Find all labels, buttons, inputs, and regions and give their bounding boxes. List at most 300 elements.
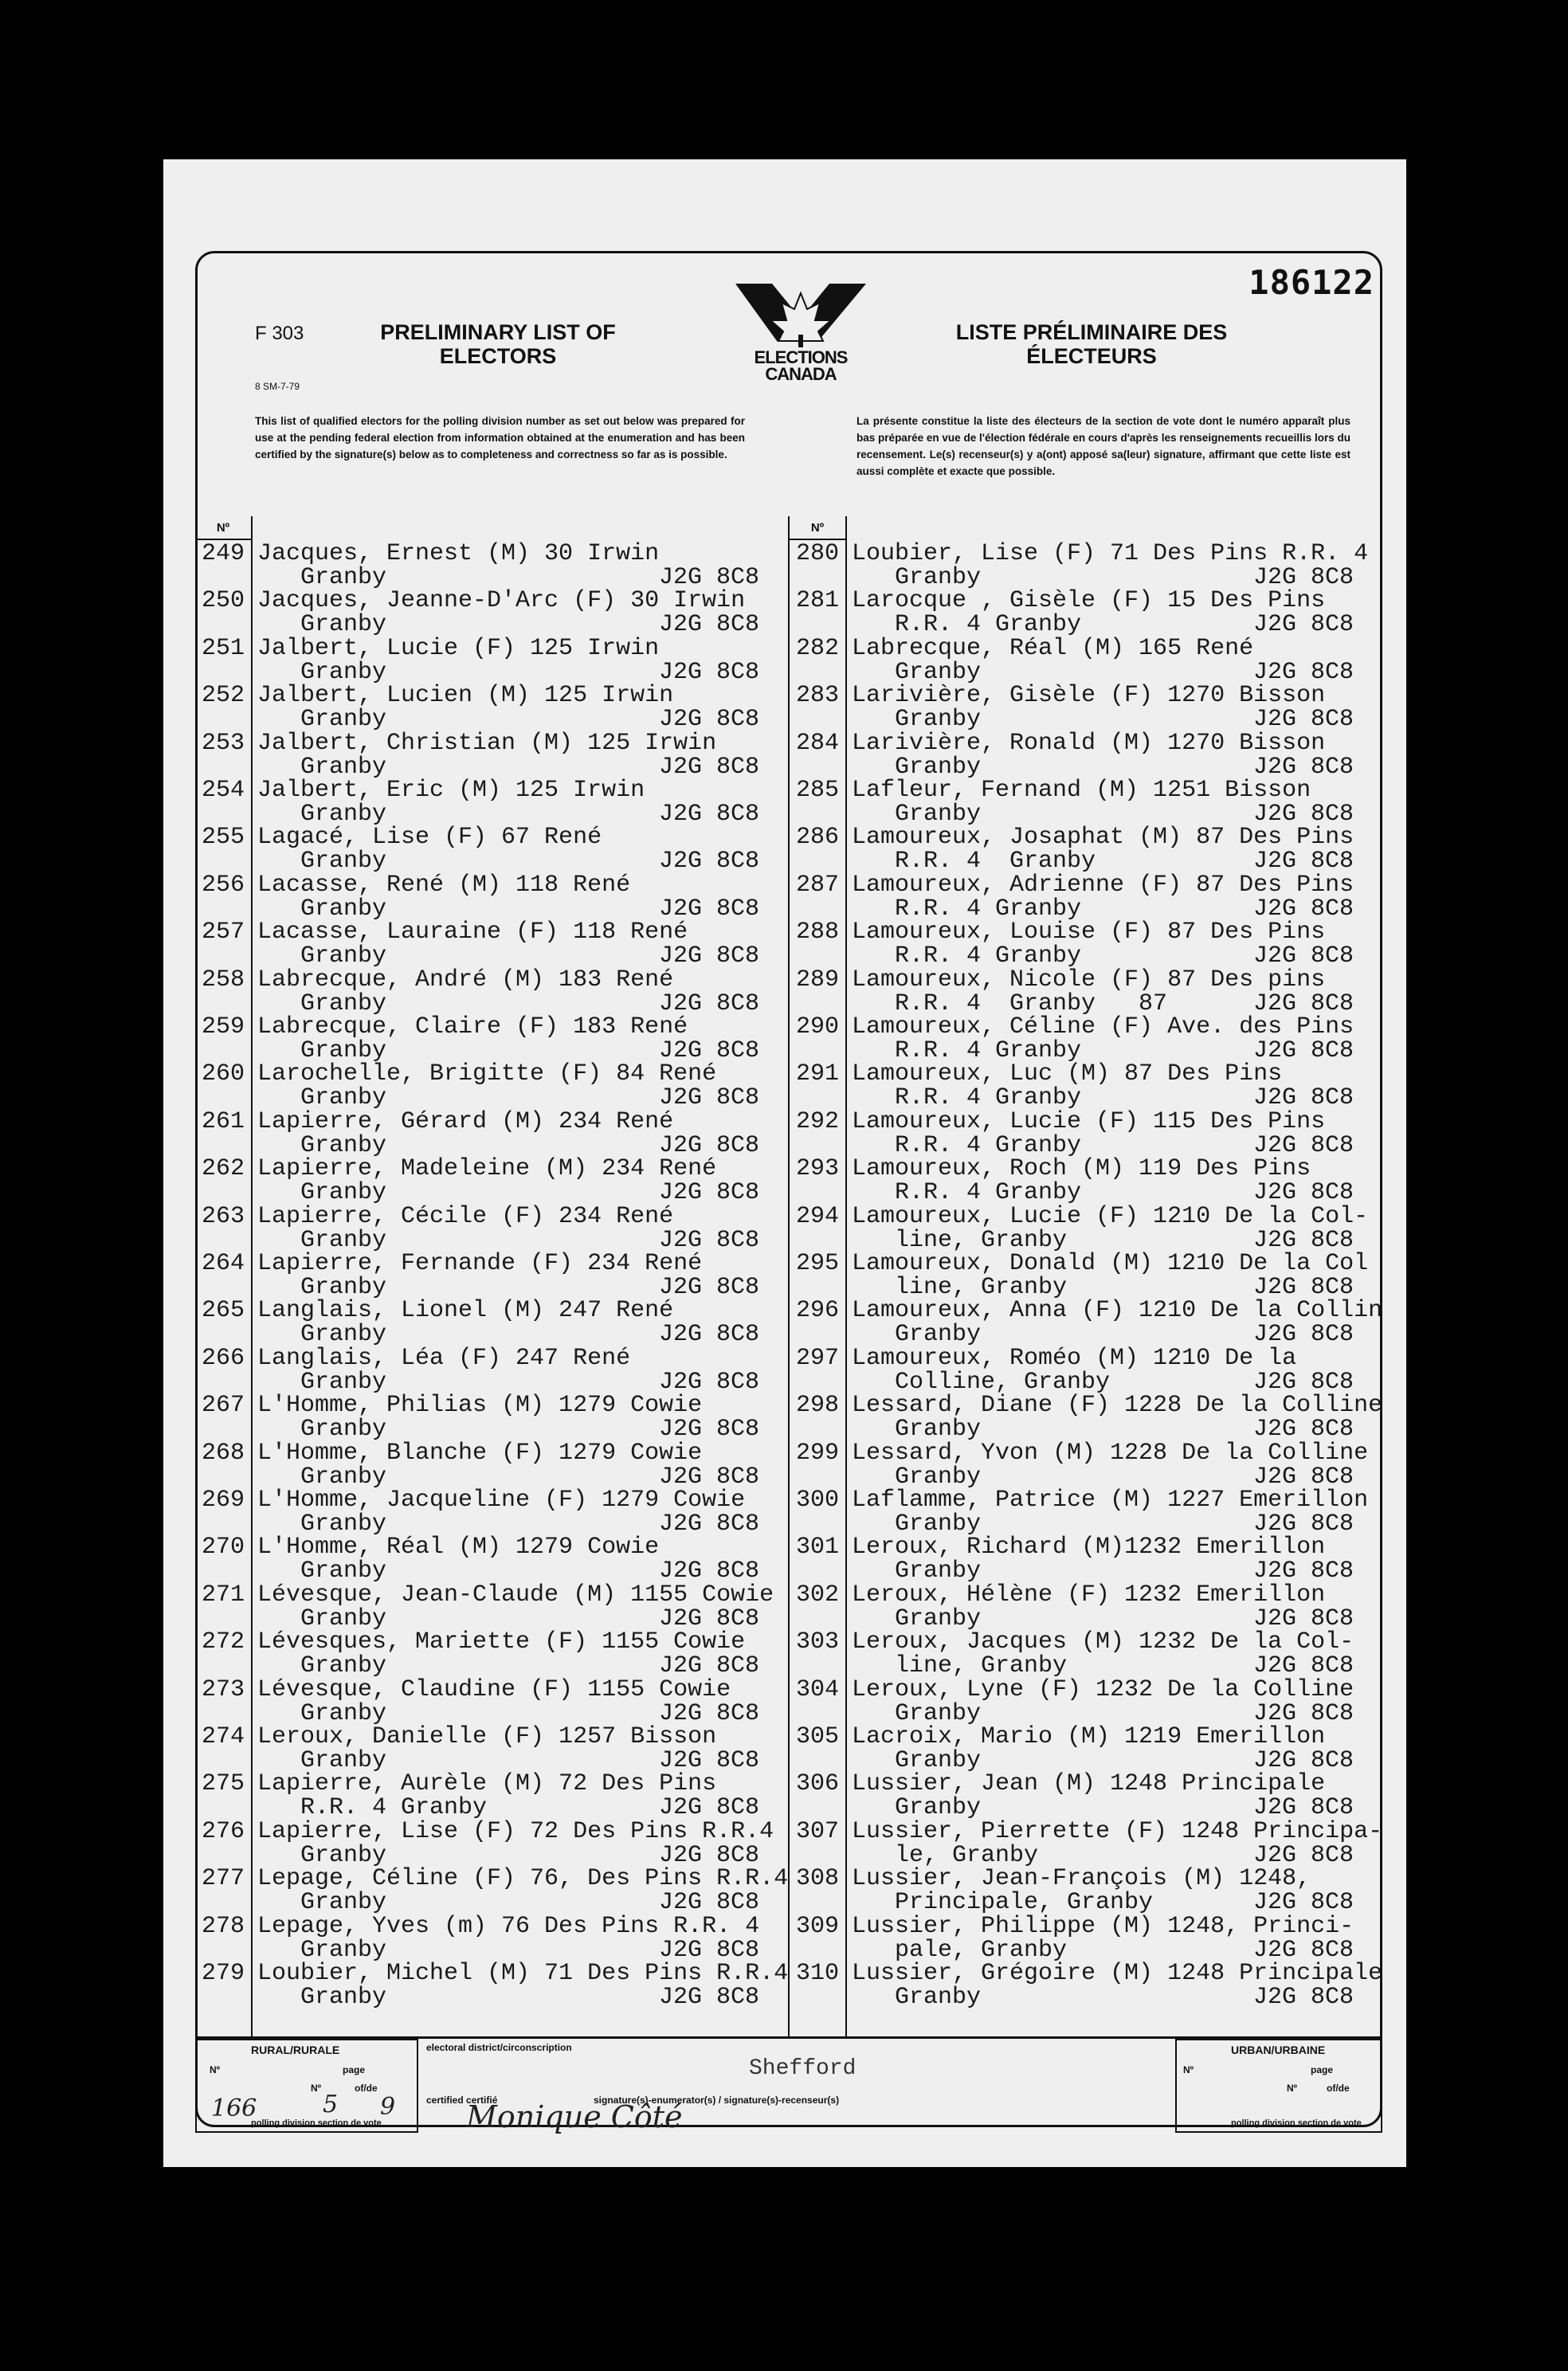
elector-line-2: Granby [300,658,387,686]
elector-line-1: Lussier, Jean (M) 1248 Principale [852,1770,1326,1798]
elector-entry [790,1297,1383,1349]
elector-line-1: Lamoureux, Lucie (F) 1210 De la Col- [852,1202,1369,1230]
form-number: F 303 [255,323,304,344]
elector-number: 294 [795,1202,839,1230]
elector-postal-code: J2G 8C8 [659,1794,760,1822]
elector-entry [790,1583,1379,1631]
elector-number: 283 [795,682,839,710]
elector-number: 299 [795,1439,839,1467]
polling-division-number: 166 [211,2095,257,2122]
elector-postal-code: J2G 8C8 [1253,1889,1354,1917]
title-french: LISTE PRÉLIMINAIRE DES ÉLECTEURS [955,320,1228,368]
elector-number: 258 [201,966,245,993]
elector-line-1: Jalbert, Eric (M) 125 Irwin [257,777,645,804]
elector-postal-code: J2G 8C8 [1253,1984,1354,2011]
elector-entry [790,1960,1383,2011]
elector-postal-code: J2G 8C8 [659,1936,760,1964]
elector-line-2: Principale, Granby [895,1889,1154,1917]
elector-entry [790,920,1379,968]
elector-postal-code: J2G 8C8 [1253,1037,1354,1064]
elector-line-2: R.R. 4 Granby [300,1794,488,1822]
elector-line-1: Lacasse, Lauraine (F) 118 René [257,919,688,946]
elector-line-2: Granby [300,1037,387,1064]
form-sheet [163,159,1406,2167]
elector-postal-code: J2G 8C8 [659,1841,760,1869]
elector-line-1: Lamoureux, Roméo (M) 1210 De la [852,1344,1297,1372]
elector-line-1: Larivière, Ronald (M) 1270 Bisson [852,729,1326,757]
elector-line-2: R.R. 4 Granby [895,1179,1082,1207]
elector-number: 286 [795,824,839,852]
elector-entry [195,778,785,826]
elector-line-2: Colline, Granby [895,1368,1111,1396]
title-english: PRELIMINARY LIST OF ELECTORS [380,320,616,368]
elector-line-2: Granby [895,1511,982,1538]
elector-line-2: Granby [300,1416,387,1444]
elector-line-1: Lacroix, Mario (M) 1219 Emerillon [852,1723,1326,1750]
elector-postal-code: J2G 8C8 [1253,1511,1354,1538]
elector-postal-code: J2G 8C8 [1253,1084,1354,1112]
elector-postal-code: J2G 8C8 [1253,801,1354,828]
elector-line-2: Granby [300,1558,387,1585]
elector-postal-code: J2G 8C8 [1253,1321,1354,1349]
elector-number: 251 [201,634,245,662]
elector-entry [790,873,1379,921]
elector-postal-code: J2G 8C8 [659,564,760,591]
elector-entry [790,731,1379,779]
elector-number: 269 [201,1487,245,1514]
form-date-code: 8 SM-7-79 [255,381,300,392]
elector-postal-code: J2G 8C8 [1253,1226,1354,1254]
polling-division-label: polling division section de vote [251,2118,382,2128]
elector-line-2: Granby [300,1747,387,1774]
elector-line-2: Granby [300,990,387,1017]
elector-line-1: Lepage, Yves (m) 76 Des Pins R.R. 4 [257,1912,760,1940]
elector-postal-code: J2G 8C8 [1253,1558,1354,1585]
elector-line-2: line, Granby [895,1226,1068,1254]
elector-line-2: Granby [300,1699,387,1727]
elector-line-1: Lamoureux, Josaphat (M) 87 Des Pins [852,824,1354,852]
urban-page-no-label: Nº [1287,2083,1298,2094]
elector-entry [790,1488,1379,1536]
rural-label: RURAL/RURALE [251,2044,340,2056]
elector-postal-code: J2G 8C8 [1253,706,1354,734]
elector-entry [195,1535,785,1583]
elector-line-1: Lussier, Grégoire (M) 1248 Principale [852,1960,1383,1987]
elector-postal-code: J2G 8C8 [659,1889,760,1917]
elector-line-1: Lévesque, Claudine (F) 1155 Cowie [257,1675,731,1703]
elector-entry [790,1252,1379,1299]
elector-number: 259 [201,1013,245,1040]
elector-line-1: Jacques, Jeanne-D'Arc (F) 30 Irwin [257,587,746,615]
form-footer [195,2036,1382,2133]
elector-line-2: pale, Granby [895,1936,1068,1964]
elector-number: 271 [201,1581,245,1609]
elector-line-2: Granby [300,706,387,734]
elector-number: 278 [201,1912,245,1940]
elector-line-2: Granby [300,1889,387,1917]
elector-postal-code: J2G 8C8 [1253,943,1354,970]
elector-entry [195,1252,785,1299]
elector-line-1: Langlais, Lionel (M) 247 René [257,1297,674,1325]
elector-line-2: Granby [300,611,387,639]
elector-line-2: le, Granby [895,1841,1039,1869]
elector-number: 288 [795,919,839,946]
elector-postal-code: J2G 8C8 [659,1558,760,1585]
elector-entry [790,1107,1379,1159]
elector-number: 289 [795,966,839,993]
elector-number: 293 [795,1155,839,1183]
elector-number: 279 [201,1960,245,1987]
elector-postal-code: J2G 8C8 [1253,895,1354,923]
elector-entry [790,1062,1379,1110]
elector-line-1: Jalbert, Christian (M) 125 Irwin [257,729,717,757]
elector-number: 298 [795,1392,839,1420]
elector-line-2: R.R. 4 Granby [895,895,1082,923]
elector-entry [790,1772,1379,1820]
elector-entry [195,824,785,876]
elector-line-2: Granby [300,801,387,828]
elector-postal-code: J2G 8C8 [659,658,760,686]
signature-label: signature(s)-enumerator(s) / signature(s)-recenseur(s) [594,2095,840,2106]
elector-entry [790,1441,1379,1489]
elector-number: 291 [795,1060,839,1088]
urban-label: URBAN/URBAINE [1231,2044,1326,2056]
elector-line-1: Labrecque, Réal (M) 165 René [852,634,1254,662]
elector-postal-code: J2G 8C8 [1253,1368,1354,1396]
logo-line-2: CANADA [765,364,837,384]
elector-number: 296 [795,1297,839,1325]
elector-entry [790,968,1379,1016]
certified-label: certified certifié [426,2095,498,2106]
elector-entry [195,1817,785,1869]
column-header-no-left: Nº [195,516,251,540]
elector-line-1: Lamoureux, Lucie (F) 115 Des Pins [852,1107,1326,1135]
elector-postal-code: J2G 8C8 [1253,1841,1354,1869]
logo-line-1: ELECTIONS [754,347,848,367]
elector-number: 285 [795,777,839,804]
elector-line-1: Labrecque, Claire (F) 183 René [257,1013,688,1040]
intro-text-english: This list of qualified electors for the polling division number as set out below was prepared for use at the pending federal election from information obtained at the enumeration and has been certified by the signature(s) below as to completeness and correctness so far as is possible. [255,415,745,460]
elector-entry [195,1488,785,1536]
elector-line-2: R.R. 4 Granby [895,1084,1082,1112]
elector-postal-code: J2G 8C8 [659,1511,760,1538]
elector-postal-code: J2G 8C8 [1253,1794,1354,1822]
elector-number: 249 [201,540,245,567]
elector-number: 290 [795,1013,839,1040]
elector-line-2: Granby [895,753,982,781]
elector-entry [790,542,1379,590]
elector-number: 262 [201,1155,245,1183]
elector-line-2: R.R. 4 Granby [895,848,1096,876]
elector-entry [195,1960,789,2011]
elector-entry [195,1157,785,1205]
elector-entry [790,1535,1379,1583]
elector-entry [790,1914,1379,1962]
elector-number: 274 [201,1723,245,1750]
district-value: Shefford [749,2056,857,2081]
elector-entry [195,873,785,921]
elector-number: 254 [201,777,245,804]
elector-line-2: Granby [300,1984,387,2011]
elector-line-1: Lévesque, Jean-Claude (M) 1155 Cowie [257,1581,774,1609]
elector-entry [195,1107,785,1159]
elector-postal-code: J2G 8C8 [659,1037,760,1064]
elector-entry [195,1583,785,1631]
elector-number: 252 [201,682,245,710]
elector-line-1: Lamoureux, Luc (M) 87 Des Pins [852,1060,1283,1088]
elector-number: 303 [795,1628,839,1656]
elector-postal-code: J2G 8C8 [659,1652,760,1680]
column-header-no-right: Nº [790,516,845,540]
elector-line-1: Jalbert, Lucien (M) 125 Irwin [257,682,674,710]
elector-line-1: Laflamme, Patrice (M) 1227 Emerillon [852,1487,1369,1514]
electors-table [195,516,1382,2038]
elector-entry [195,920,785,968]
elector-line-1: Lagacé, Lise (F) 67 René [257,824,602,852]
elector-number: 306 [795,1770,839,1798]
elector-line-1: Lamoureux, Louise (F) 87 Des Pins [852,919,1326,946]
elector-postal-code: J2G 8C8 [659,895,760,923]
elector-line-2: Granby [895,564,982,591]
elector-number: 273 [201,1675,245,1703]
elector-line-1: Lapierre, Aurèle (M) 72 Des Pins [257,1770,717,1798]
elector-number: 292 [795,1107,839,1135]
elector-number: 264 [201,1250,245,1277]
elector-postal-code: J2G 8C8 [659,1463,760,1491]
elector-line-2: Granby [300,1368,387,1396]
elector-line-2: Granby [895,1321,982,1349]
elector-entry [195,589,785,637]
elector-entry [195,634,785,686]
elector-number: 270 [201,1534,245,1562]
elector-postal-code: J2G 8C8 [659,1747,760,1774]
elector-postal-code: J2G 8C8 [1253,564,1354,591]
elector-line-1: Jacques, Ernest (M) 30 Irwin [257,540,660,567]
elector-number: 301 [795,1534,839,1562]
elector-number: 276 [201,1817,245,1845]
urban-of-label: of/de [1327,2083,1350,2094]
elector-entry [195,1015,785,1063]
elector-entry [195,542,785,590]
elector-line-1: Leroux, Jacques (M) 1232 De la Col- [852,1628,1354,1656]
elector-postal-code: J2G 8C8 [659,1605,760,1632]
elector-postal-code: J2G 8C8 [659,1368,760,1396]
elector-entry [195,1914,785,1962]
elector-postal-code: J2G 8C8 [1253,848,1354,876]
elector-entry [790,1392,1383,1444]
elector-line-2: Granby [300,1274,387,1301]
elector-postal-code: J2G 8C8 [659,611,760,639]
elector-entry [195,1202,785,1254]
elector-entry [195,731,785,779]
intro-text-french: La présente constitue la liste des électeurs de la section de vote dont le numéro apparaît plus bas préparée en vue de l'élection fédérale en cours d'après les renseignements recueillis lors du recensement. Le(s) recenseur(s) y a(ont) apposé sa(leur) signature, affirmant que cette liste est aussi complète et exacte que possible. [857,415,1350,477]
elector-line-2: Granby [895,1699,982,1727]
elector-postal-code: J2G 8C8 [1253,1179,1354,1207]
elector-line-2: R.R. 4 Granby [895,611,1082,639]
elector-line-1: Lapierre, Gérard (M) 234 René [257,1107,674,1135]
elector-line-2: Granby [895,1984,982,2011]
elector-entry [195,1062,785,1110]
elector-number: 260 [201,1060,245,1088]
elector-line-1: Lessard, Yvon (M) 1228 De la Colline [852,1439,1369,1467]
elector-postal-code: J2G 8C8 [1253,1699,1354,1727]
elector-postal-code: J2G 8C8 [659,848,760,876]
elector-postal-code: J2G 8C8 [659,1699,760,1727]
elector-entry [790,1725,1379,1773]
elector-line-1: Larocque , Gisèle (F) 15 Des Pins [852,587,1326,615]
elector-line-1: Lacasse, René (M) 118 René [257,871,631,899]
elector-line-1: L'Homme, Réal (M) 1279 Cowie [257,1534,660,1562]
elector-entry [195,1865,789,1917]
elector-line-2: Granby [300,1463,387,1491]
elector-line-1: Lapierre, Cécile (F) 234 René [257,1202,674,1230]
elector-postal-code: J2G 8C8 [1253,1605,1354,1632]
elector-entry [790,824,1379,876]
elector-entry [790,1346,1379,1394]
elector-line-1: Lessard, Diane (F) 1228 De la Colline [852,1392,1383,1420]
elector-line-2: Granby [300,753,387,781]
district-label: electoral district/circonscription [426,2042,572,2053]
elector-line-2: Granby [300,1605,387,1632]
elector-entry [790,1817,1383,1869]
elector-line-1: Jalbert, Lucie (F) 125 Irwin [257,634,660,662]
elector-line-1: Leroux, Danielle (F) 1257 Bisson [257,1723,717,1750]
elector-number: 305 [795,1723,839,1750]
elector-number: 308 [795,1865,839,1893]
page-total: 9 [380,2093,396,2121]
elector-postal-code: J2G 8C8 [659,801,760,828]
page-of-label: of/de [355,2083,378,2094]
elector-line-1: L'Homme, Blanche (F) 1279 Cowie [257,1439,703,1467]
elector-number: 297 [795,1344,839,1372]
elector-number: 310 [795,1960,839,1987]
elector-number: 265 [201,1297,245,1325]
serial-number: 186122 [1249,263,1374,302]
elector-line-2: Granby [895,1605,982,1632]
elector-line-1: Lussier, Jean-François (M) 1248, [852,1865,1311,1893]
elector-line-1: Lepage, Céline (F) 76, Des Pins R.R.4 [257,1865,789,1893]
elector-postal-code: J2G 8C8 [659,1416,760,1444]
elector-postal-code: J2G 8C8 [659,1274,760,1301]
elector-line-1: Lapierre, Fernande (F) 234 René [257,1250,703,1277]
elector-line-1: Lapierre, Madeleine (M) 234 René [257,1155,717,1183]
elections-canada-logo-icon [721,279,880,414]
elector-number: 257 [201,919,245,946]
elector-line-2: line, Granby [895,1652,1068,1680]
elector-line-2: Granby [895,658,982,686]
elector-postal-code: J2G 8C8 [659,943,760,970]
elector-line-2: Granby [300,848,387,876]
elector-line-2: Granby [895,801,982,828]
urban-no-label: Nº [1183,2064,1194,2075]
elector-number: 272 [201,1628,245,1656]
elector-postal-code: J2G 8C8 [659,990,760,1017]
elector-postal-code: J2G 8C8 [1253,658,1354,686]
elector-number: 282 [795,634,839,662]
elector-line-1: Leroux, Richard (M)1232 Emerillon [852,1534,1326,1562]
elector-postal-code: J2G 8C8 [659,1131,760,1159]
elector-line-1: Langlais, Léa (F) 247 René [257,1344,631,1372]
elector-number: 309 [795,1912,839,1940]
elector-line-1: Larivière, Gisèle (F) 1270 Bisson [852,682,1326,710]
elector-line-2: Granby [895,1558,982,1585]
elector-entry [195,682,785,734]
elector-postal-code: J2G 8C8 [659,1984,760,2011]
elector-number: 295 [795,1250,839,1277]
elector-number: 268 [201,1439,245,1467]
elector-number: 280 [795,540,839,567]
elector-entry [790,1157,1379,1205]
elector-entry [790,1675,1379,1727]
elector-line-2: Granby [895,1416,982,1444]
elector-entry [790,682,1379,734]
elector-postal-code: J2G 8C8 [659,706,760,734]
elector-number: 284 [795,729,839,757]
elector-number: 261 [201,1107,245,1135]
elector-line-2: Granby [895,1794,982,1822]
elector-number: 277 [201,1865,245,1893]
elector-postal-code: J2G 8C8 [659,753,760,781]
elector-entry [790,1630,1379,1678]
elector-number: 304 [795,1675,839,1703]
elector-number: 300 [795,1487,839,1514]
elector-number: 263 [201,1202,245,1230]
elector-entry [790,1015,1379,1063]
elector-postal-code: J2G 8C8 [659,1226,760,1254]
elector-line-1: Lafleur, Fernand (M) 1251 Bisson [852,777,1311,804]
elector-number: 307 [795,1817,839,1845]
page-no-label: Nº [311,2083,322,2094]
elector-postal-code: J2G 8C8 [1253,1463,1354,1491]
elector-line-1: Lévesques, Mariette (F) 1155 Cowie [257,1628,746,1656]
elector-line-1: Lussier, Philippe (M) 1248, Princi- [852,1912,1354,1940]
elector-postal-code: J2G 8C8 [1253,611,1354,639]
elector-line-1: Lamoureux, Céline (F) Ave. des Pins [852,1013,1354,1040]
elector-number: 275 [201,1770,245,1798]
elector-line-2: R.R. 4 Granby [895,1037,1082,1064]
elector-entry [195,968,785,1016]
logo-wordmark [721,349,880,382]
elector-number: 302 [795,1581,839,1609]
elector-postal-code: J2G 8C8 [659,1084,760,1112]
elector-entry [790,634,1379,686]
elector-line-2: Granby [300,943,387,970]
elector-entry [195,1346,785,1394]
elector-postal-code: J2G 8C8 [1253,1652,1354,1680]
elector-line-2: Granby [300,895,387,923]
elector-line-2: R.R. 4 Granby [895,943,1082,970]
elector-entry [195,1392,785,1444]
elector-entry [195,1675,785,1727]
elector-line-1: Lamoureux, Nicole (F) 87 Des pins [852,966,1326,993]
elector-line-1: Lamoureux, Donald (M) 1210 De la Col [852,1250,1369,1277]
elector-entry [790,1202,1379,1254]
elector-number: 267 [201,1392,245,1420]
elector-entry [195,1297,785,1349]
elector-number: 250 [201,587,245,615]
urban-polling-label: polling division section de vote [1231,2118,1362,2128]
elector-line-2: Granby [300,1131,387,1159]
elector-line-1: Leroux, Lyne (F) 1232 De la Colline [852,1675,1354,1703]
elector-line-1: Lamoureux, Anna (F) 1210 De la Collin [852,1297,1383,1325]
elector-line-2: Granby [300,1511,387,1538]
elector-line-2: R.R. 4 Granby [895,1131,1082,1159]
elector-line-1: Lussier, Pierrette (F) 1248 Principa- [852,1817,1383,1845]
rural-page-label: page [343,2064,366,2075]
enumerator-signature: Monique Côté [466,2099,683,2134]
elector-line-2: line, Granby [895,1274,1068,1301]
elector-line-1: L'Homme, Philias (M) 1279 Cowie [257,1392,703,1420]
